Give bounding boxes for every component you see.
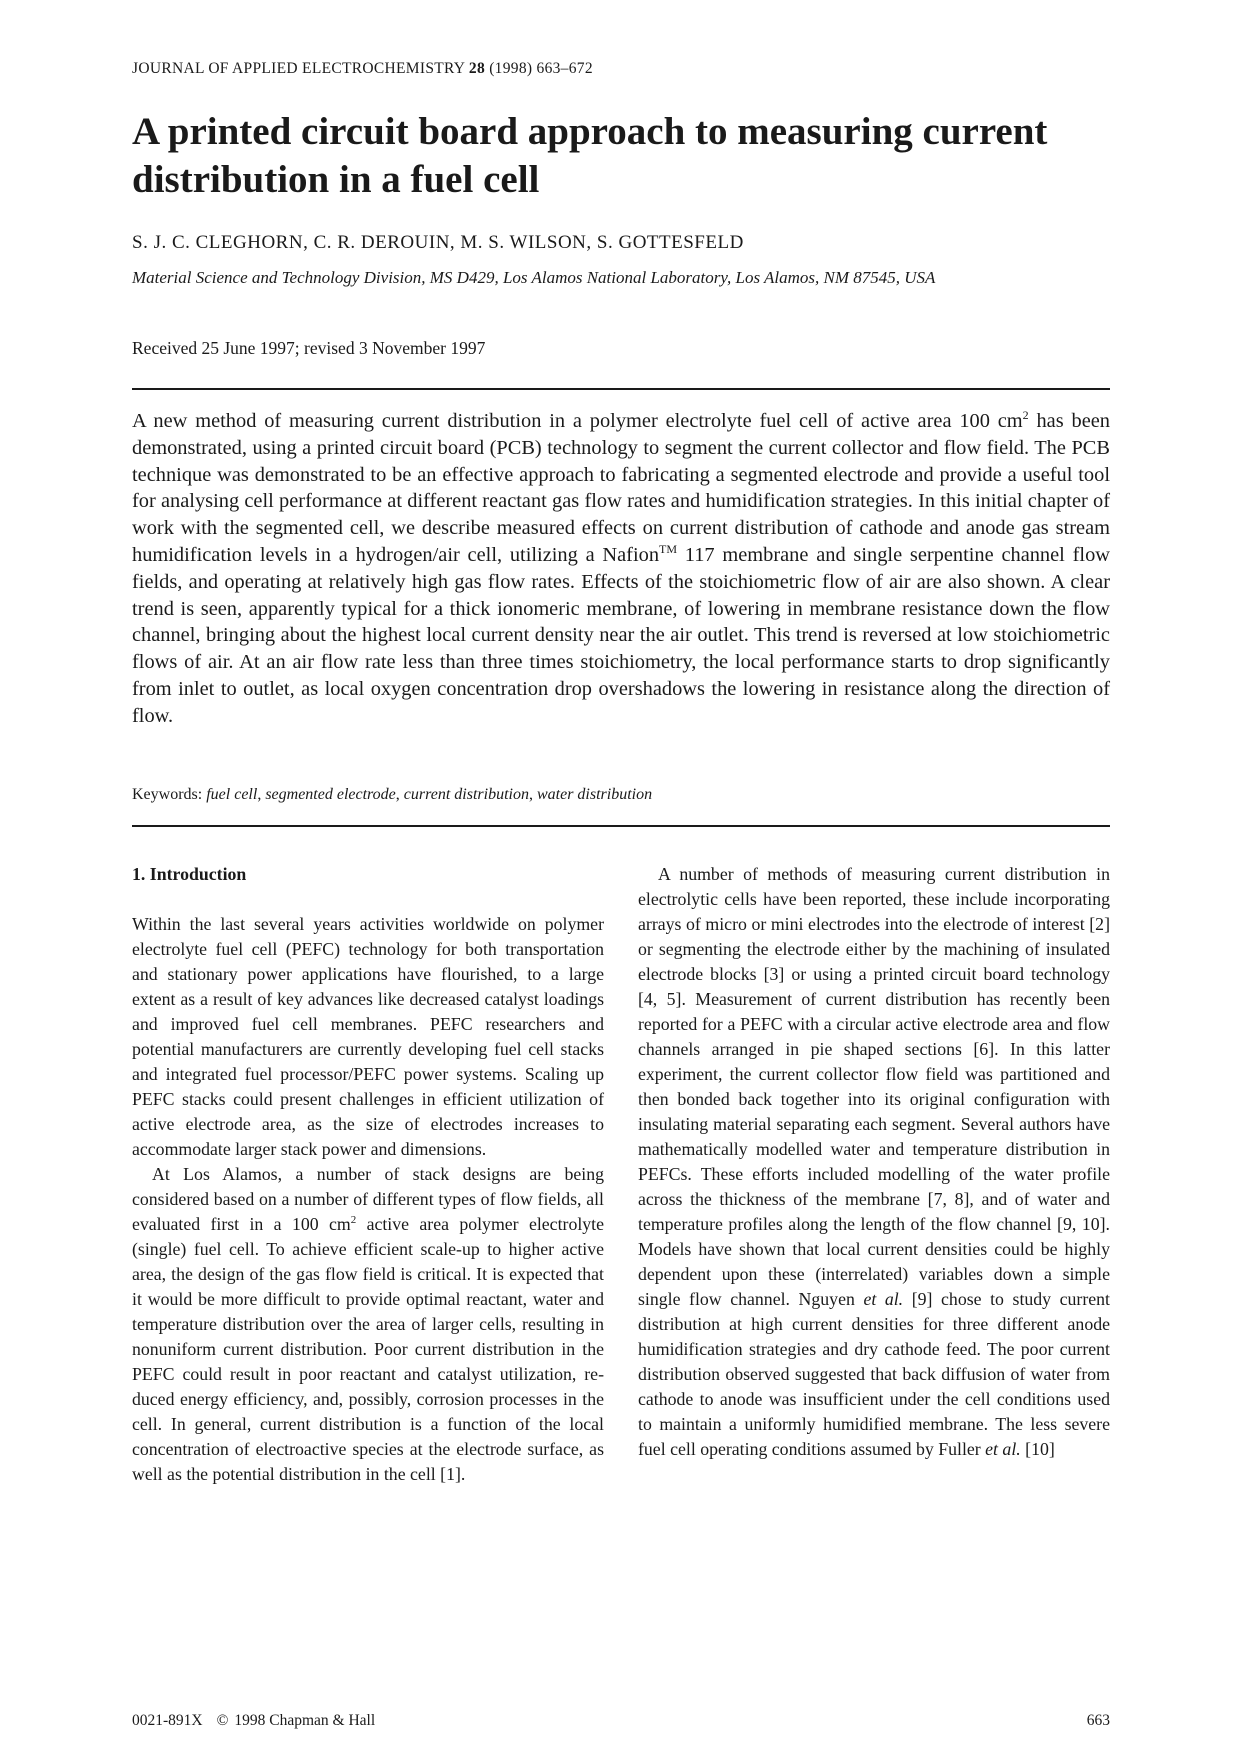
keyword-item: current distribution [403, 786, 529, 803]
author-list: S. J. C. CLEGHORN, C. R. DEROUIN, M. S. WILSON, S. GOTTESFELD [132, 232, 744, 253]
author-affiliation: Material Science and Technology Division, MS D429, Los Alamos National Laboratory, Los Alamos, NM 87545, USA [132, 268, 936, 287]
body-paragraph: Within the last several years activities worldwide on polymer electrolyte fuel cell (PEFC) technology for both transportation and stationary power applications have flourished, to a large extent as a result of key advances like decreased catalyst loadings and improved fuel cell membranes. PEFC researchers and potential manufacturers are currently developing fuel cell stacks and integrated fuel processor/PEFC power systems. Scaling up PEFC stacks could present challenges in efficient utilization of active electrode area, as the size of electrodes increases to accommodate larger stack power and dimensions. [132, 914, 604, 1159]
abstract-part-1: A new method of measuring current distribution in a polymer electrolyte fuel cell of active area 100 cm [132, 410, 1023, 432]
abstract-divider [132, 825, 1110, 827]
text-run: active area polymer electrolyte (single) fuel cell. To achieve efficient scale-up to higher active area, the design of the gas flow field is critical. It is expected that it would be more difficult to provide optimal reactant, water and temperature distribution over the area of larger cells, resulting in nonuniform current distribution. Poor current distribution in the PEFC could result in poor reactant and catalyst utilization, reduced energy efficiency, and, possibly, corrosion processes in the cell. In general, current distribution is a function of the local concentration of electroactive species at the electrode surface, as well as the potential distribution in the cell [1]. [132, 1214, 604, 1484]
abstract-sup-2: TM [659, 542, 678, 557]
keywords: Keywords: fuel cell, segmented electrode, current distribution, water distribution [132, 786, 653, 803]
abstract-sup-1: 2 [1022, 408, 1029, 423]
journal-volume: 28 [468, 60, 486, 77]
keyword-item: segmented electrode [265, 786, 396, 803]
superscript: 2 [350, 1214, 357, 1227]
journal-header [132, 60, 593, 78]
keyword-item: fuel cell [206, 786, 258, 803]
top-divider [132, 388, 1110, 390]
text-run: [9] chose to study current distribution at high current densities for three different anode humidification strategies and dry cathode feed. The poor current distribution observed suggested that back diffusion of water from cathode to anode was insufficient under the cell conditions used to maintain a uniformly humidified membrane. The less severe fuel cell operating conditions assumed by Fuller [638, 1289, 1110, 1459]
page-number: 663 [1086, 1712, 1110, 1729]
section-heading: 1. Introduction [132, 864, 247, 884]
keyword-item: water distribution [536, 786, 653, 803]
text-run: A number of methods of measuring current distribution in electrolytic cells have been reported, these include incorporating arrays of micro or mini electrodes into the electrode of interest [2] or segmenting the electrode either by the machining of insulated electrode blocks [3] or using a printed circuit board technology [4, 5]. Measurement of current distribution has recently been reported for a PEFC with a circular active electrode area and flow channels arranged in pie shaped sections [6]. In this latter experiment, the current collector flow field was partitioned and then bonded back together into its original configuration with insulating material separating each segment. Several authors have mathematically modelled water and temperature distribution in PEFCs. These efforts included modelling of the water profile across the thickness of the membrane [7, 8], and of water and temperature profiles along the length of the flow channel [9, 10]. Models have shown that local current densities could be highly dependent upon these (interrelated) variables down a simple single flow channel. Nguyen [638, 864, 1110, 1309]
issn: 0021-891X [132, 1712, 203, 1729]
copyright-holder: 1998 Chapman & Hall [234, 1712, 376, 1729]
abstract-part-2: has been demonstrated, using a printed circuit board (PCB) technology to segment the current collector and flow field. The PCB technique was demonstrated to be an effective approach to fabricating a segmented electrode and provide a useful tool for analysing cell performance at different reactant gas flow rates and humidification strategies. In this initial chapter of work with the segmented cell, we describe measured effects on current distribution of cathode and anode gas stream humidification levels in a hydrogen/air cell, utilizing a Nafion [132, 410, 1110, 566]
text-run: [10] [1020, 1439, 1055, 1459]
keywords-label: Keywords: [132, 786, 203, 803]
copyright-icon: © [216, 1712, 229, 1729]
et-al-citation: et al. [863, 1289, 904, 1309]
text-run: At Los Alamos, a number of stack designs are being considered based on a number of different types of flow fields, all evaluated first in a 100 cm [132, 1164, 604, 1234]
journal-name: JOURNAL OF APPLIED ELECTROCHEMISTRY [132, 60, 465, 77]
paper-page [132, 0, 1110, 1755]
paper-title: A printed circuit board approach to measuring current distribution in a fuel cell [132, 110, 1048, 201]
body-paragraph [638, 862, 1110, 1462]
abstract [132, 408, 1110, 730]
body-paragraph [132, 1162, 604, 1487]
journal-year-pages: (1998) 663–672 [489, 60, 593, 77]
received-dates: Received 25 June 1997; revised 3 November 1997 [132, 338, 486, 358]
footer-copyright [132, 1712, 375, 1730]
abstract-part-3: 117 membrane and single serpentine channel flow fields, and operating at relatively high gas flow rates. Effects of the stoichiometric flow of air are also shown. A clear trend is seen, apparently typical for a thick ionomeric membrane, of lowering in membrane resistance down the flow channel, bringing about the highest local current density near the air outlet. This trend is reversed at low stoichiometric flows of air. At an air flow rate less than three times stoichiometry, the local performance starts to drop significantly from inlet to outlet, as local oxygen concentration drop overshadows the lowering in resistance along the direction of flow. [132, 543, 1110, 727]
right-column [638, 862, 1110, 1462]
et-al-citation: et al. [985, 1439, 1021, 1459]
left-column [132, 862, 604, 1487]
